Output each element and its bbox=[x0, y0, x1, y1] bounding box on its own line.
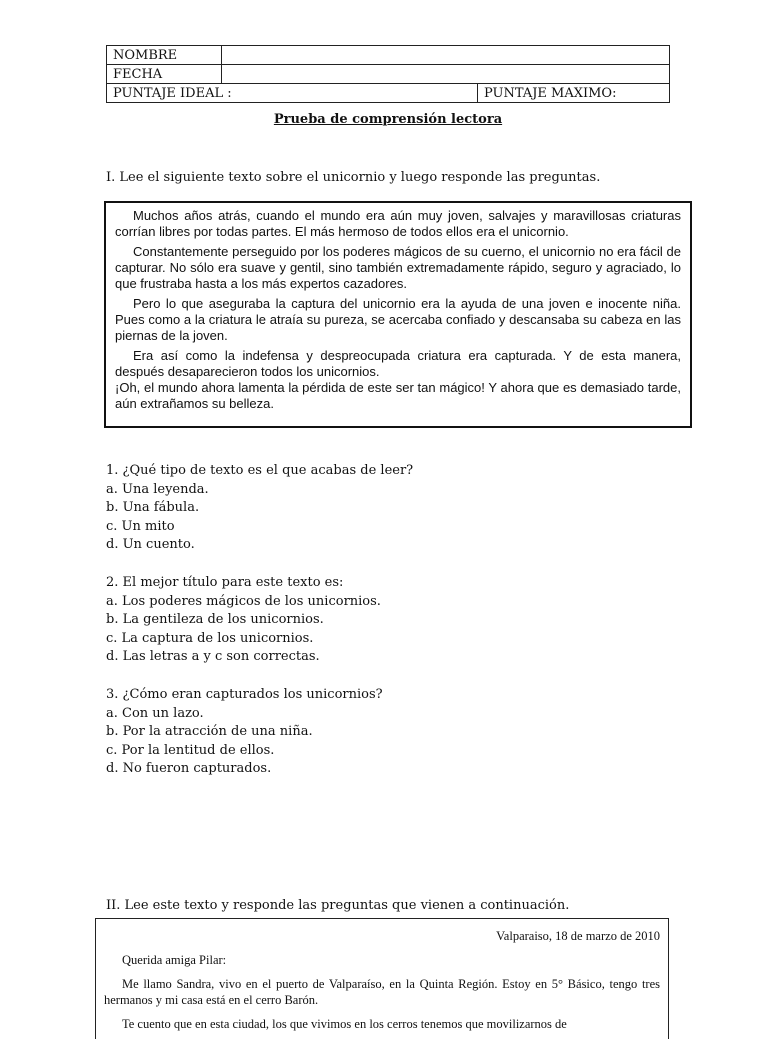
reading-paragraph: ¡Oh, el mundo ahora lamenta la pérdida de este ser tan mágico! Y ahora que es demasiado tarde, aún extrañamos su belleza. bbox=[115, 380, 681, 411]
question-text: 1. ¿Qué tipo de texto es el que acabas de leer? bbox=[106, 463, 414, 478]
answer-option[interactable]: b. Por la atracción de una niña. bbox=[106, 724, 313, 739]
fecha-label: FECHA bbox=[107, 65, 222, 84]
question-text: 3. ¿Cómo eran capturados los unicornios? bbox=[106, 687, 383, 702]
answer-option[interactable]: c. Por la lentitud de ellos. bbox=[106, 742, 275, 758]
answer-option[interactable]: a. Los poderes mágicos de los unicornios. bbox=[106, 593, 381, 609]
letter-greeting: Querida amiga Pilar: bbox=[122, 953, 227, 967]
letter-text-box bbox=[95, 918, 669, 1039]
question-1 bbox=[106, 462, 413, 555]
nombre-label: NOMBRE bbox=[107, 46, 222, 65]
answer-option[interactable]: d. No fueron capturados. bbox=[106, 761, 272, 776]
answer-option[interactable]: b. La gentileza de los unicornios. bbox=[106, 612, 324, 627]
reading-paragraph: Constantemente perseguido por los poderes mágicos de su cuerno, el unicornio no era fácil de capturar. No sólo era suave y gentil, sino también extremadamente rápido, seguro y agraciado, lo que frustraba hasta a los más expertos cazadores. bbox=[115, 244, 681, 291]
letter-date: Valparaiso, 18 de marzo de 2010 bbox=[496, 929, 660, 943]
answer-option[interactable]: d. Las letras a y c son correctas. bbox=[106, 649, 320, 664]
nombre-field[interactable] bbox=[222, 46, 670, 65]
reading-paragraph: Era así como la indefensa y despreocupada criatura era capturada. Y de esta manera, después desaparecieron todos los unicornios. bbox=[115, 348, 681, 379]
question-2 bbox=[106, 574, 381, 667]
answer-option[interactable]: c. Un mito bbox=[106, 518, 175, 534]
fecha-field[interactable] bbox=[222, 65, 670, 84]
unicorn-reading-text bbox=[104, 201, 692, 428]
section1-instruction: I. Lee el siguiente texto sobre el unicornio y luego responde las preguntas. bbox=[106, 170, 601, 185]
student-info-table bbox=[106, 45, 670, 103]
answer-option[interactable]: c. La captura de los unicornios. bbox=[106, 630, 314, 646]
question-text: 2. El mejor título para este texto es: bbox=[106, 575, 344, 590]
document-title: Prueba de comprensión lectora bbox=[273, 112, 503, 127]
puntaje-ideal-label: PUNTAJE IDEAL : bbox=[107, 84, 478, 103]
question-3 bbox=[106, 686, 383, 779]
reading-paragraph: Muchos años atrás, cuando el mundo era aún muy joven, salvajes y maravillosas criaturas corrían libres por todas partes. El más hermoso de todos ellos era el unicornio. bbox=[115, 208, 681, 239]
answer-option[interactable]: a. Con un lazo. bbox=[106, 705, 204, 721]
answer-option[interactable]: d. Un cuento. bbox=[106, 537, 195, 552]
puntaje-maximo-label: PUNTAJE MAXIMO: bbox=[478, 84, 670, 103]
letter-paragraph: Te cuento que en esta ciudad, los que vivimos en los cerros tenemos que movilizarnos de bbox=[122, 1017, 567, 1031]
section2-instruction: II. Lee este texto y responde las preguntas que vienen a continuación. bbox=[106, 898, 570, 913]
reading-paragraph: Pero lo que aseguraba la captura del unicornio era la ayuda de una joven e inocente niña. Pues como a la criatura le atraía su pureza, se acercaba confiado y descansaba su cabeza en las piernas de la joven. bbox=[115, 296, 681, 343]
answer-option[interactable]: b. Una fábula. bbox=[106, 500, 200, 515]
letter-paragraph: Me llamo Sandra, vivo en el puerto de Valparaíso, en la Quinta Región. Estoy en 5° Básico, tengo tres hermanos y mi casa está en el cerro Barón. bbox=[104, 977, 660, 1007]
answer-option[interactable]: a. Una leyenda. bbox=[106, 481, 209, 497]
